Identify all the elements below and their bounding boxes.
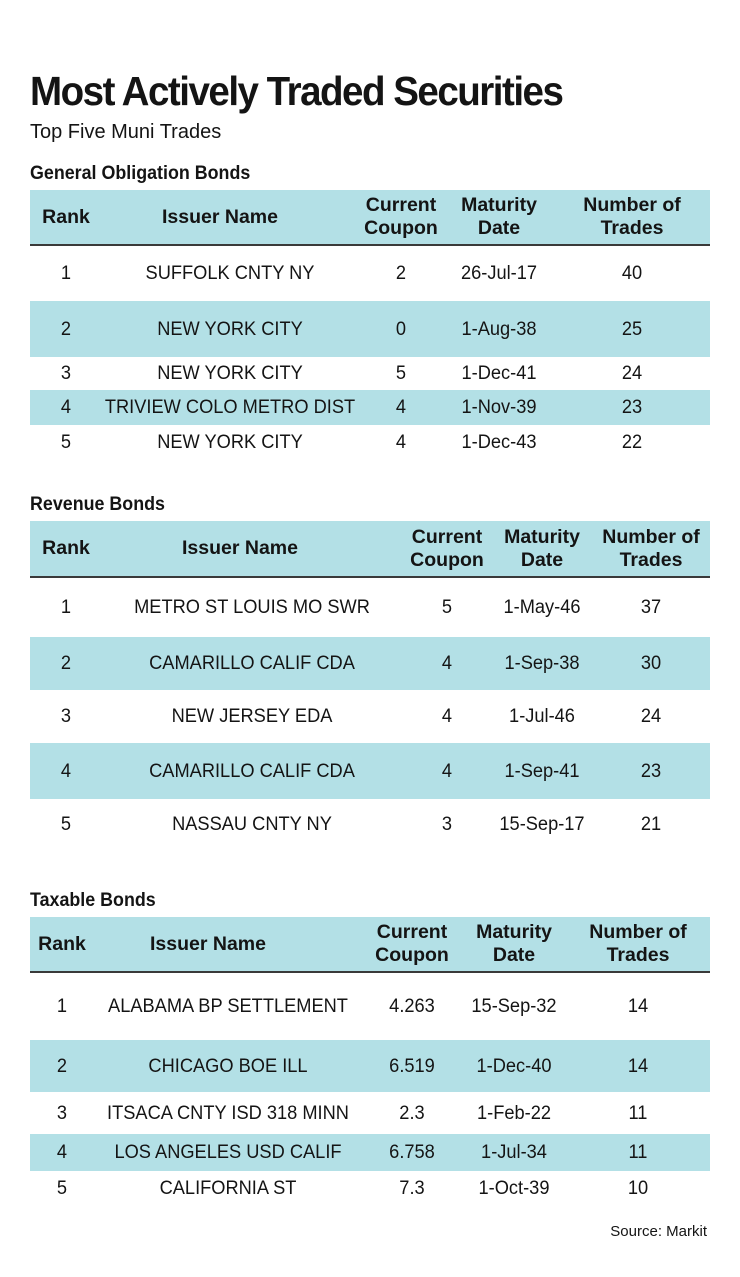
maturity-cell: 1-Feb-22	[476, 1102, 552, 1124]
table-row	[30, 637, 710, 690]
issuer-cell: CAMARILLO CALIF CDA	[149, 760, 355, 782]
maturity-cell: 1-Sep-41	[504, 760, 580, 782]
coupon-cell: 7.3	[399, 1178, 425, 1199]
issuer-cell: NEW YORK CITY	[157, 318, 303, 340]
trades-cell: 30	[640, 653, 662, 674]
coupon-cell: 4	[395, 397, 407, 418]
issuer-cell: CHICAGO BOE ILL	[148, 1055, 308, 1077]
rank-cell: 3	[56, 1102, 68, 1124]
coupon-cell: 3	[441, 813, 453, 835]
page-subtitle: Top Five Muni Trades	[30, 121, 222, 143]
issuer-cell: METRO ST LOUIS MO SWR	[134, 597, 370, 618]
coupon-cell: 0	[395, 318, 407, 340]
source-note: Source: Markit	[610, 1223, 707, 1240]
coupon-cell: 2	[395, 263, 407, 284]
rank-cell: 4	[60, 397, 72, 418]
issuer-cell: CAMARILLO CALIF CDA	[149, 653, 355, 674]
coupon-cell: 5	[395, 363, 407, 384]
table-row	[30, 1134, 710, 1171]
page-title: Most Actively Traded Securities	[30, 68, 563, 114]
trades-cell: 14	[627, 1055, 649, 1077]
section-label-general-obligation-bonds: General Obligation Bonds	[30, 163, 251, 184]
issuer-name-header: Issuer Name	[150, 932, 266, 955]
issuer-cell: TRIVIEW COLO METRO DIST	[104, 397, 356, 418]
trades-cell: 40	[621, 263, 643, 284]
section-label-revenue-bonds: Revenue Bonds	[30, 494, 165, 515]
coupon-cell: 4	[441, 706, 453, 727]
coupon-cell: 6.758	[389, 1142, 435, 1163]
coupon-cell: 4	[395, 432, 407, 453]
table-row	[30, 425, 710, 460]
table-row	[30, 578, 710, 637]
coupon-cell: 4	[441, 760, 453, 782]
rank-cell: 2	[56, 1055, 68, 1077]
rank-cell: 2	[60, 653, 72, 674]
trades-cell: 23	[621, 397, 643, 418]
maturity-cell: 26-Jul-17	[460, 263, 538, 284]
maturity-date-header: Maturity Date	[504, 525, 580, 571]
maturity-cell: 1-Dec-43	[461, 432, 537, 453]
coupon-cell: 2.3	[399, 1102, 425, 1124]
table-row	[30, 1040, 710, 1092]
issuer-cell: NASSAU CNTY NY	[172, 813, 332, 835]
maturity-cell: 1-Jul-46	[509, 706, 575, 727]
current-coupon-header: Current Coupon	[375, 921, 449, 966]
maturity-cell: 1-May-46	[503, 597, 581, 618]
maturity-cell: 1-Jul-34	[481, 1142, 547, 1163]
rank-cell: 5	[60, 432, 72, 453]
maturity-date-header: Maturity Date	[476, 921, 552, 966]
maturity-cell: 1-Dec-41	[461, 363, 537, 384]
rank-cell: 3	[60, 363, 72, 384]
table-row	[30, 690, 710, 743]
trades-cell: 24	[621, 363, 643, 384]
issuer-name-header: Issuer Name	[162, 205, 278, 228]
maturity-date-header: Maturity Date	[461, 194, 537, 239]
number-of-trades-header: Number of Trades	[583, 194, 681, 239]
current-coupon-header: Current Coupon	[364, 194, 438, 239]
rank-header: Rank	[42, 537, 90, 559]
maturity-cell: 1-Oct-39	[478, 1178, 550, 1199]
issuer-cell: NEW YORK CITY	[157, 432, 303, 453]
rank-cell: 1	[60, 597, 72, 618]
trades-cell: 21	[640, 813, 662, 835]
trades-cell: 22	[621, 432, 643, 453]
maturity-cell: 1-Aug-38	[461, 318, 537, 340]
rank-cell: 1	[56, 996, 68, 1017]
coupon-cell: 5	[441, 597, 453, 618]
trades-cell: 37	[640, 597, 662, 618]
table-header-row	[30, 521, 710, 578]
issuer-cell: SUFFOLK CNTY NY	[145, 263, 315, 284]
table-header-row	[30, 917, 710, 973]
table-row	[30, 1171, 710, 1206]
trades-cell: 24	[640, 706, 662, 727]
issuer-cell: CALIFORNIA ST	[159, 1178, 297, 1199]
trades-cell: 10	[627, 1178, 649, 1199]
table-row	[30, 357, 710, 390]
trades-cell: 11	[628, 1142, 648, 1163]
table-row	[30, 301, 710, 357]
table-row	[30, 390, 710, 425]
table-row	[30, 799, 710, 849]
maturity-cell: 1-Nov-39	[461, 397, 537, 418]
rank-cell: 1	[60, 263, 72, 284]
table-row	[30, 246, 710, 301]
issuer-cell: ITSACA CNTY ISD 318 MINN	[107, 1102, 349, 1124]
number-of-trades-header: Number of Trades	[602, 525, 700, 571]
maturity-cell: 1-Sep-38	[504, 653, 580, 674]
table-header-row	[30, 190, 710, 246]
current-coupon-header: Current Coupon	[410, 525, 484, 571]
trades-cell: 25	[621, 318, 643, 340]
rank-cell: 4	[60, 760, 72, 782]
coupon-cell: 6.519	[389, 1055, 435, 1077]
maturity-cell: 15-Sep-17	[499, 813, 585, 835]
issuer-name-header: Issuer Name	[182, 537, 298, 559]
coupon-cell: 4	[441, 653, 453, 674]
rank-cell: 2	[60, 318, 72, 340]
rank-cell: 4	[56, 1142, 68, 1163]
rank-cell: 5	[56, 1178, 68, 1199]
issuer-cell: ALABAMA BP SETTLEMENT	[108, 996, 348, 1017]
number-of-trades-header: Number of Trades	[589, 921, 687, 966]
trades-cell: 11	[628, 1102, 648, 1124]
coupon-cell: 4.263	[389, 996, 435, 1017]
trades-cell: 23	[640, 760, 662, 782]
rank-header: Rank	[42, 205, 90, 228]
table-row	[30, 1092, 710, 1134]
table-row	[30, 743, 710, 799]
rank-cell: 3	[60, 706, 72, 727]
section-label-taxable-bonds: Taxable Bonds	[30, 890, 156, 911]
rank-cell: 5	[60, 813, 72, 835]
issuer-cell: LOS ANGELES USD CALIF	[114, 1142, 342, 1163]
table-row	[30, 973, 710, 1040]
issuer-cell: NEW JERSEY EDA	[171, 706, 333, 727]
maturity-cell: 1-Dec-40	[476, 1055, 552, 1077]
issuer-cell: NEW YORK CITY	[157, 363, 303, 384]
maturity-cell: 15-Sep-32	[471, 996, 557, 1017]
rank-header: Rank	[38, 932, 86, 955]
trades-cell: 14	[627, 996, 649, 1017]
